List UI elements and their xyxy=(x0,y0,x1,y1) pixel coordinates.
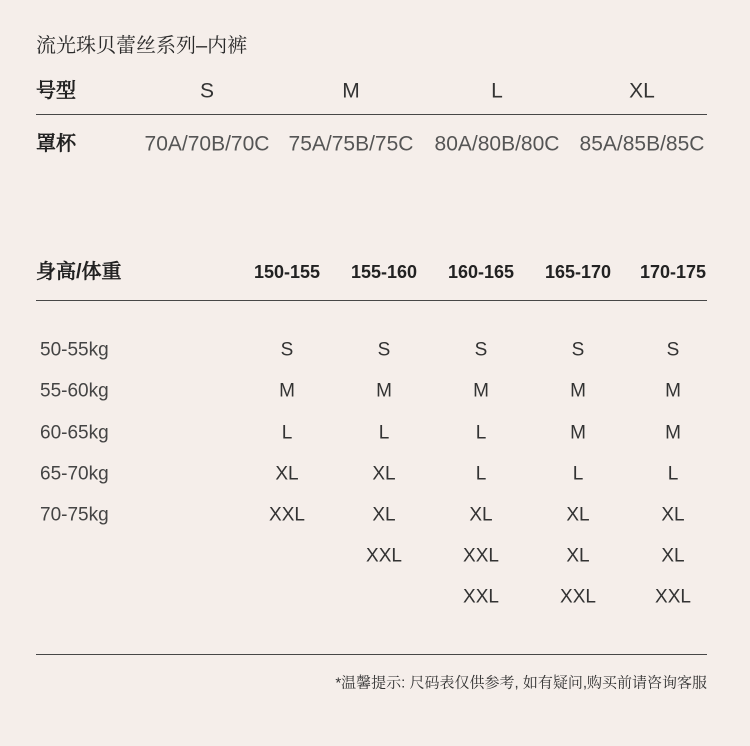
fit-size-cell: XL xyxy=(372,504,396,526)
fit-size-cell: XL xyxy=(661,504,685,526)
fit-size-cell: XL xyxy=(275,463,299,485)
fit-size-cell: M xyxy=(570,422,586,444)
fit-size-cell: S xyxy=(474,339,488,361)
fit-size-cell: L xyxy=(378,422,390,444)
cup-row-label: 罩杯 xyxy=(36,133,76,155)
cup-size-cell: 75A/75B/75C xyxy=(288,132,414,156)
fit-size-cell: S xyxy=(571,339,585,361)
fit-size-cell: M xyxy=(665,380,681,402)
fit-size-cell: XXL xyxy=(560,586,596,608)
cup-size-cell: 70A/70B/70C xyxy=(144,132,270,156)
fit-size-cell: XL xyxy=(661,545,685,567)
table-divider xyxy=(36,114,707,115)
size-column-header: M xyxy=(342,79,360,103)
fit-size-cell: S xyxy=(666,339,680,361)
fit-size-cell: L xyxy=(667,463,679,485)
cup-size-cell: 80A/80B/80C xyxy=(434,132,560,156)
fit-size-cell: XXL xyxy=(269,504,305,526)
height-column-header: 160-165 xyxy=(447,262,515,282)
cup-size-cell: 85A/85B/85C xyxy=(579,132,705,156)
height-weight-header-label: 身高/体重 xyxy=(36,261,122,283)
fit-size-cell: M xyxy=(473,380,489,402)
fit-size-cell: XXL xyxy=(366,545,402,567)
fit-size-cell: XL xyxy=(566,504,590,526)
fit-size-cell: L xyxy=(475,422,487,444)
weight-row-label: 50-55kg xyxy=(40,339,109,361)
fit-size-cell: XL xyxy=(566,545,590,567)
size-header-label: 号型 xyxy=(36,80,76,102)
weight-row-label: 60-65kg xyxy=(40,422,109,444)
height-column-header: 165-170 xyxy=(544,262,612,282)
fit-size-cell: M xyxy=(279,380,295,402)
fit-size-cell: S xyxy=(280,339,294,361)
fit-size-cell: L xyxy=(475,463,487,485)
fit-size-cell: M xyxy=(376,380,392,402)
height-column-header: 155-160 xyxy=(350,262,418,282)
fit-size-cell: L xyxy=(281,422,293,444)
fit-size-cell: XL xyxy=(372,463,396,485)
height-column-header: 170-175 xyxy=(639,262,707,282)
fit-size-cell: M xyxy=(570,380,586,402)
fit-size-cell: S xyxy=(377,339,391,361)
footer-divider xyxy=(36,654,707,655)
size-column-header: XL xyxy=(629,79,655,103)
weight-row-label: 55-60kg xyxy=(40,380,109,402)
size-column-header: S xyxy=(199,79,215,103)
weight-row-label: 65-70kg xyxy=(40,463,109,485)
fit-size-cell: XXL xyxy=(655,586,691,608)
fit-size-cell: L xyxy=(572,463,584,485)
weight-row-label: 70-75kg xyxy=(40,504,109,526)
height-column-header: 150-155 xyxy=(253,262,321,282)
fit-size-cell: XXL xyxy=(463,545,499,567)
fit-size-cell: XXL xyxy=(463,586,499,608)
footer-note: *温馨提示: 尺码表仅供参考, 如有疑问,购买前请咨询客服 xyxy=(335,674,707,692)
page-title: 流光珠贝蕾丝系列–内裤 xyxy=(36,35,248,57)
table-divider xyxy=(36,300,707,301)
fit-size-cell: M xyxy=(665,422,681,444)
size-column-header: L xyxy=(491,79,503,103)
fit-size-cell: XL xyxy=(469,504,493,526)
